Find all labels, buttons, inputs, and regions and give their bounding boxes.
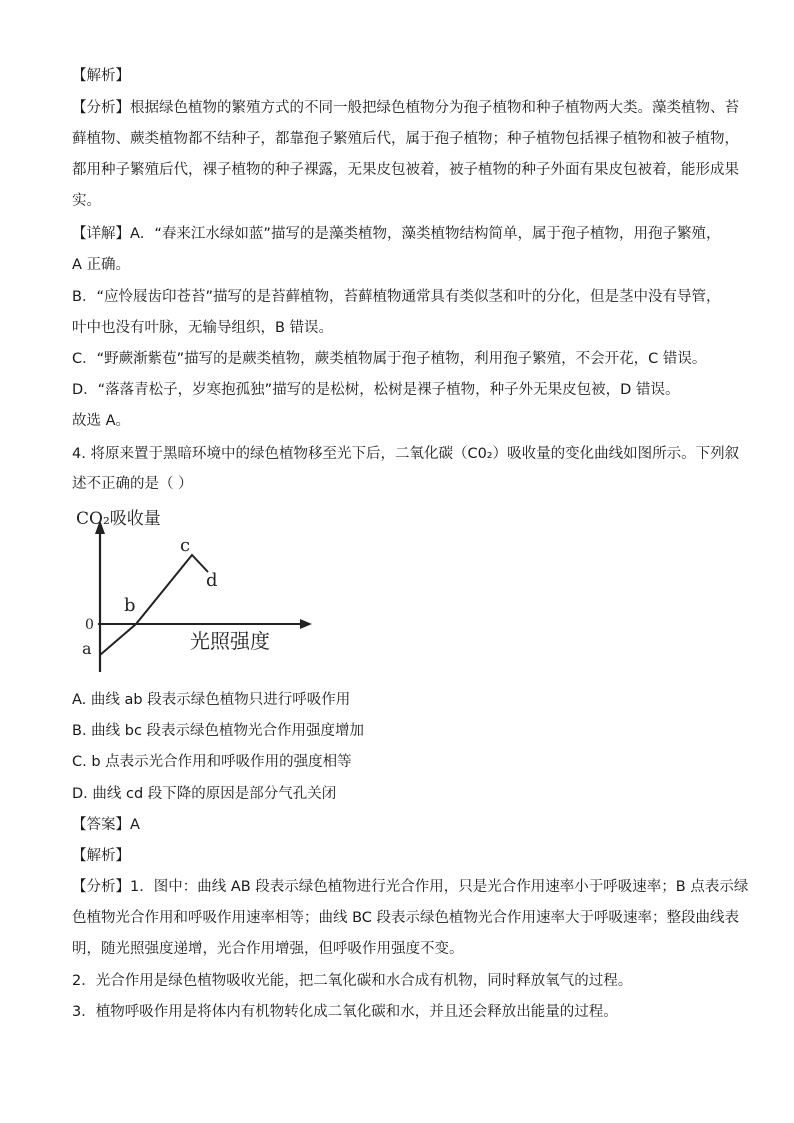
origin-label: 0 xyxy=(85,617,94,633)
xiangjie-line: 【详解】A．“春来江水绿如蓝”描写的是藻类植物，藻类植物结构简单，属于孢子植物，用孢子繁殖， xyxy=(72,226,721,242)
option-c: C. b 点表示光合作用和呼吸作用的强度相等 xyxy=(72,754,352,770)
xiangjie-line: 故选 A。 xyxy=(72,413,131,429)
point-a-label: a xyxy=(82,639,92,658)
xiangjie-line: C．“野蕨渐紫苞”描写的是蕨类植物，蕨类植物属于孢子植物，利用孢子繁殖，不会开花，C 错误。 xyxy=(72,351,707,367)
y-axis-label: CO₂吸收量 xyxy=(76,509,161,529)
fenxi-line: 【分析】1．图中：曲线 AB 段表示绿色植物进行光合作用，只是光合作用速率小于呼吸速率；B 点表示绿 xyxy=(72,879,749,895)
question-stem-line: 述不正确的是（ ） xyxy=(72,476,193,492)
point-b-label: b xyxy=(124,595,136,616)
fenxi-line: 藓植物、蕨类植物都不结种子，都靠孢子繁殖后代，属于孢子植物；种子植物包括裸子植物和被子植物， xyxy=(72,131,739,147)
fenxi-line: 3．植物呼吸作用是将体内有机物转化成二氧化碳和水，并且还会释放出能量的过程。 xyxy=(72,1004,618,1020)
x-axis-label: 光照强度 xyxy=(190,629,270,653)
question-stem-line: 4. 将原来置于黑暗环境中的绿色植物移至光下后，二氧化碳（C0₂）吸收量的变化曲线如图所示。下列叙 xyxy=(72,446,740,462)
fenxi-line: 都用种子繁殖后代，裸子植物的种子裸露，无果皮包被着，被子植物的种子外面有果皮包被着，能形成果 xyxy=(72,162,739,178)
fenxi-line: 2．光合作用是绿色植物吸收光能，把二氧化碳和水合成有机物，同时释放氧气的过程。 xyxy=(72,973,633,989)
jiexi-heading-2: 【解析】 xyxy=(72,848,130,864)
co2-absorption-graph xyxy=(74,500,314,680)
fenxi-line: 【分析】根据绿色植物的繁殖方式的不同一般把绿色植物分为孢子植物和种子植物两大类。藻类植物、苔 xyxy=(72,100,739,116)
option-a: A. 曲线 ab 段表示绿色植物只进行呼吸作用 xyxy=(72,692,351,708)
fenxi-line: 实。 xyxy=(72,193,101,209)
xiangjie-line: 叶中也没有叶脉，无输导组织，B 错误。 xyxy=(72,320,334,336)
option-d: D. 曲线 cd 段下降的原因是部分气孔关闭 xyxy=(72,786,337,802)
point-c-label: c xyxy=(180,535,191,556)
option-b: B. 曲线 bc 段表示绿色植物光合作用强度增加 xyxy=(72,723,365,739)
fenxi-line: 色植物光合作用和呼吸作用速率相等；曲线 BC 段表示绿色植物光合作用速率大于呼吸速率；整段曲线表 xyxy=(72,910,740,926)
jiexi-heading-1: 【解析】 xyxy=(72,68,130,84)
xiangjie-line: D．“落落青松子，岁寒抱孤独”描写的是松树，松树是裸子植物，种子外无果皮包被，D 错误。 xyxy=(72,382,680,398)
point-d-label: d xyxy=(206,570,218,591)
answer-line: 【答案】A xyxy=(72,817,140,833)
fenxi-line: 明，随光照强度递增，光合作用增强，但呼吸作用强度不变。 xyxy=(72,941,464,957)
x-axis-arrow xyxy=(300,619,312,629)
xiangjie-line: B．“应怜屐齿印苍苔”描写的是苔藓植物，苔藓植物通常具有类似茎和叶的分化，但是茎中没有导管， xyxy=(72,289,721,305)
xiangjie-line: A 正确。 xyxy=(72,257,131,273)
